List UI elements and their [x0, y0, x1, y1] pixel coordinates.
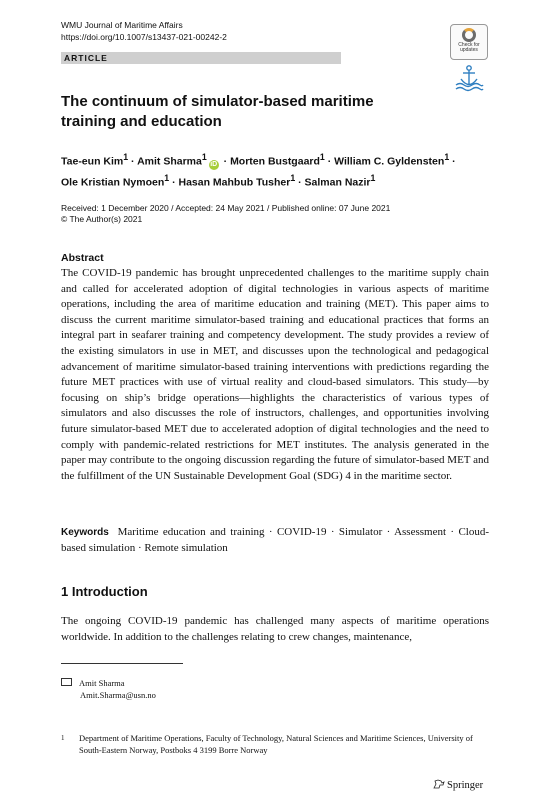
- journal-name: WMU Journal of Maritime Affairs: [61, 20, 183, 30]
- affiliation-footnote: [61, 732, 489, 756]
- corresponding-author-email[interactable]: Amit.Sharma@usn.no: [80, 690, 156, 700]
- check-for-updates-badge[interactable]: [450, 24, 488, 60]
- author-name[interactable]: Salman Nazir: [304, 176, 371, 188]
- affiliation-text: Department of Maritime Operations, Faculty of Technology, Natural Sciences and Maritime Sciences, University of South-Eastern Norway, Postboks 4 3199 Borre Norway: [79, 733, 473, 755]
- author-name[interactable]: Hasan Mahbub Tusher: [178, 176, 291, 188]
- corresponding-author: [61, 677, 156, 701]
- author-line-2: Ole Kristian Nymoen$^1$ · Hasan Mahbub Tusher$^1$ · Salman Nazir$^1$: [61, 172, 376, 188]
- title-line-2: training and education: [61, 113, 222, 130]
- author-affiliation-mark: 1: [319, 152, 325, 162]
- doi-link[interactable]: https://doi.org/10.1007/s13437-021-00242-2: [61, 32, 227, 42]
- author-affiliation-mark: 1: [444, 152, 450, 162]
- author-affiliation-mark: 1: [201, 152, 207, 162]
- author-affiliation-mark: 1: [370, 172, 376, 183]
- author-affiliation-mark: 1: [290, 172, 296, 183]
- springer-horse-icon: [433, 779, 445, 789]
- affiliation-number: 1: [61, 734, 65, 742]
- wmu-emblem-icon: [452, 64, 486, 92]
- introduction-body: The ongoing COVID-19 pandemic has challenged many aspects of maritime operations worldwide. In addition to the challenges relating to crew changes, maintenance,: [61, 615, 489, 643]
- author-name[interactable]: Ole Kristian Nymoen: [61, 176, 165, 188]
- check-updates-label: Check for updates: [458, 42, 480, 53]
- publisher-logo: [433, 779, 483, 791]
- keywords-section: [61, 525, 489, 556]
- keywords-text: Maritime education and training · COVID-19 · Simulator · Assessment · Cloud-based simulation · Remote simulation: [61, 526, 490, 554]
- abstract-body: The COVID-19 pandemic has brought unprecedented challenges to the maritime supply chain and called for accelerated adoption of digital technologies in various aspects of maritime operations, including the area of maritime education and training (MET). This paper aims to discuss the current maritime simulator-based training and educational practices that forms an integral part in seafarer training and competency development. The study provides a review of the existing simulators in use in MET, and discusses upon the technological and pedagogical advancement of maritime simulator-based training interventions with predictions regarding the future MET practices with use of virtual reality and cloud-based simulators. This study—by focusing on ship’s bridge operations—highlights the characteristics of various types of simulators and also discusses the role of instructors, challenges, and opportunities involving future simulator-based MET due to accelerated adoption of digital technologies and the need to comply with pandemic-related restrictions for MET institutes. The analysis generated in the paper may contribute to the ongoing discussion regarding the future of simulator-based MET and the fulfillment of the UN Sustainable Development Goal (SDG) 4 in the maritime sector.: [61, 267, 489, 482]
- article-label: ARTICLE: [64, 53, 108, 63]
- copyright-line: © The Author(s) 2021: [61, 214, 143, 224]
- abstract-heading: Abstract: [61, 252, 104, 264]
- footnote-divider: [61, 663, 183, 664]
- section-heading-introduction: 1 Introduction: [61, 584, 148, 599]
- author-line-1: Tae-eun Kim$^1$ · Amit Sharma$^1$iD · Morten Bustgaard$^1$ · William C. Gyldensten$^1$ ·: [61, 152, 456, 168]
- check-for-updates-icon: [462, 28, 476, 42]
- article-title: [61, 92, 374, 132]
- author-name[interactable]: Amit Sharma: [137, 155, 202, 168]
- publication-dates: [61, 203, 390, 225]
- orcid-icon[interactable]: iD: [210, 160, 218, 168]
- author-affiliation-mark: 1: [164, 172, 170, 183]
- publisher-name: Springer: [447, 780, 484, 791]
- author-name[interactable]: Tae-eun Kim: [61, 155, 124, 168]
- dates-line: Received: 1 December 2020 / Accepted: 24 May 2021 / Published online: 07 June 2021: [61, 203, 391, 213]
- author-list: [61, 149, 501, 190]
- envelope-icon: [61, 678, 72, 686]
- author-affiliation-mark: 1: [123, 152, 129, 162]
- author-name[interactable]: William C. Gyldensten: [334, 155, 445, 168]
- title-line-1: The continuum of simulator-based maritime: [61, 93, 374, 110]
- article-type-bar: [61, 52, 341, 64]
- author-name[interactable]: Morten Bustgaard: [230, 155, 320, 168]
- keywords-label: Keywords: [61, 527, 109, 538]
- journal-header: [61, 19, 227, 43]
- corresponding-author-name: Amit Sharma: [79, 678, 125, 688]
